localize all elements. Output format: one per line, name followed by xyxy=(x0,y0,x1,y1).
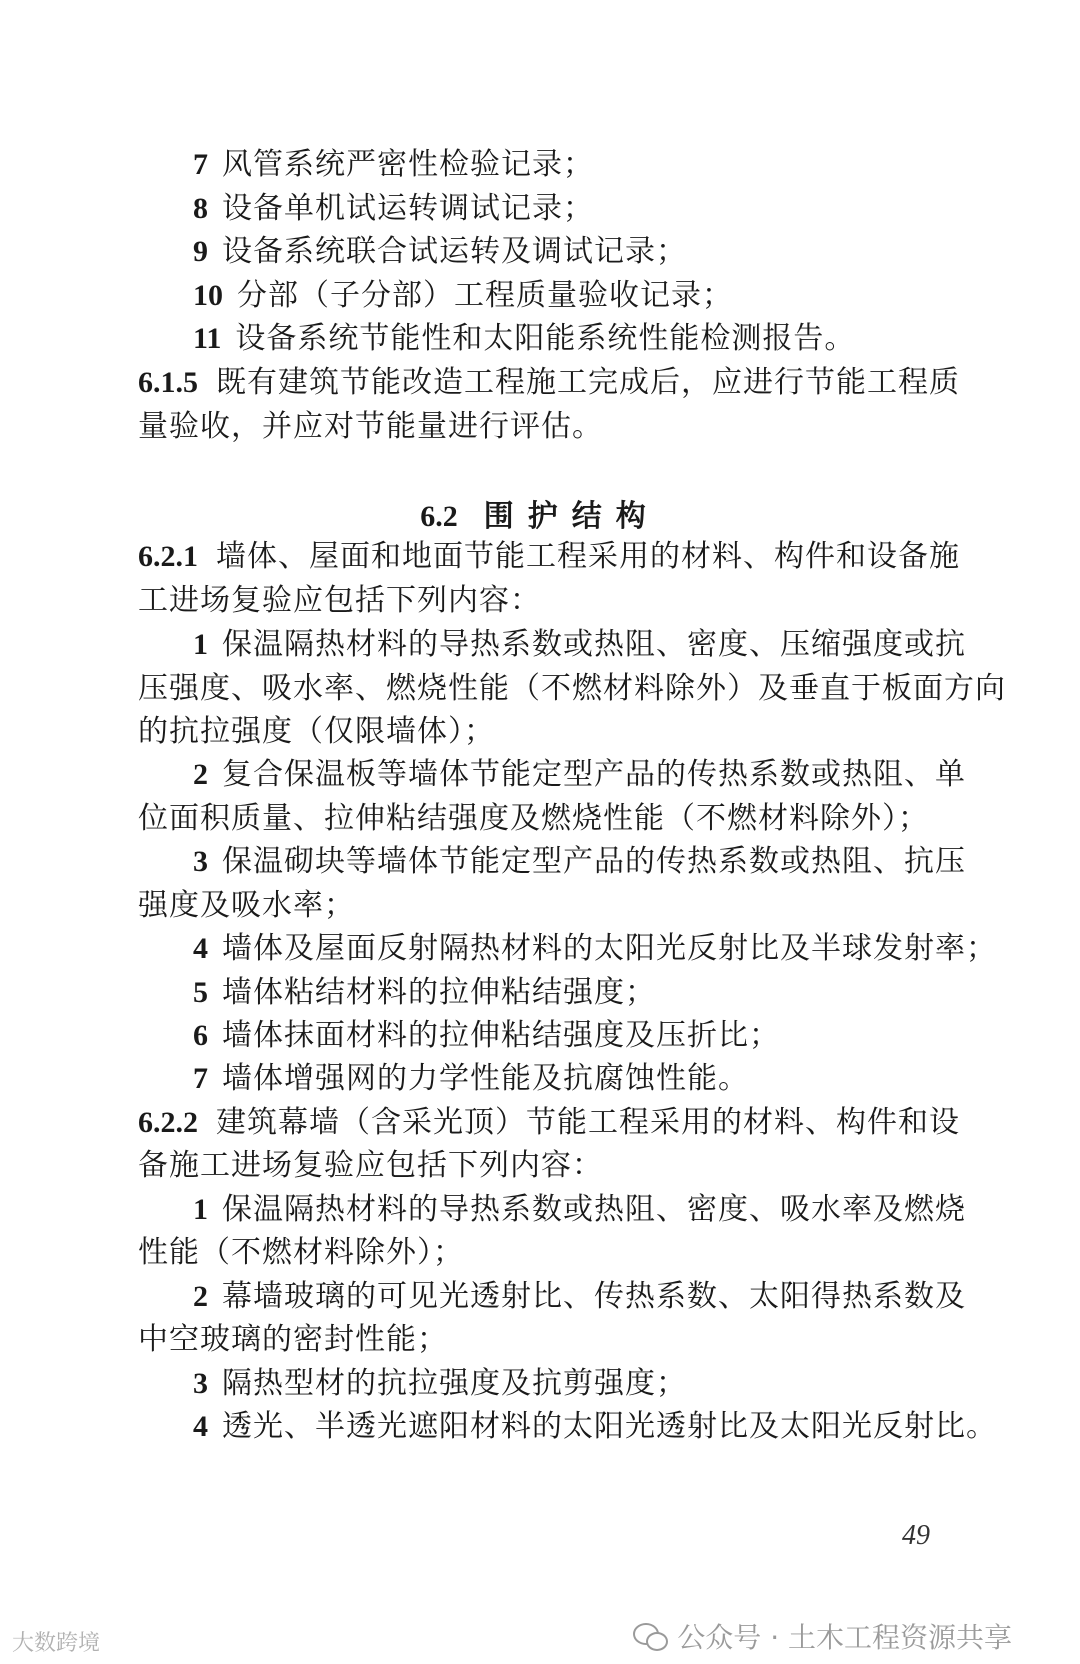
clause-text: 工进场复验应包括下列内容： xyxy=(138,583,541,618)
list-item: 4 透光、半透光遮阳材料的太阳光透射比及太阳光反射比。 xyxy=(193,1409,997,1444)
list-item: 9 设备系统联合试运转及调试记录； xyxy=(193,234,687,269)
clause-6-2-2: 6.2.2 建筑幕墙（含采光顶）节能工程采用的材料、构件和设 xyxy=(138,1105,960,1140)
list-item-continuation: 压强度、吸水率、燃烧性能（不燃材料除外）及垂直于板面方向 xyxy=(138,671,1006,706)
list-item-continuation: 位面积质量、拉伸粘结强度及燃烧性能（不燃材料除外）； xyxy=(138,801,929,836)
list-item-continuation: 性能（不燃材料除外）； xyxy=(138,1235,464,1270)
list-item: 2 幕墙玻璃的可见光透射比、传热系数、太阳得热系数及 xyxy=(193,1279,966,1314)
list-item: 10 分部（子分部）工程质量验收记录； xyxy=(193,278,733,313)
list-item-continuation: 的抗拉强度（仅限墙体）； xyxy=(138,714,495,749)
watermark-text: 公众号 · 土木工程资源共享 xyxy=(677,1621,1012,1654)
list-item: 1 保温隔热材料的导热系数或热阻、密度、压缩强度或抗 xyxy=(193,627,966,662)
clause-6-2-1: 6.2.1 墙体、屋面和地面节能工程采用的材料、构件和设备施 xyxy=(138,539,960,574)
list-item: 7 风管系统严密性检验记录； xyxy=(193,147,594,182)
list-item: 7 墙体增强网的力学性能及抗腐蚀性能。 xyxy=(193,1061,749,1096)
list-item: 6 墙体抹面材料的拉伸粘结强度及压折比； xyxy=(193,1018,780,1053)
list-item-continuation: 强度及吸水率； xyxy=(138,888,355,923)
list-item: 3 隔热型材的抗拉强度及抗剪强度； xyxy=(193,1366,687,1401)
list-item: 4 墙体及屋面反射隔热材料的太阳光反射比及半球发射率； xyxy=(193,931,997,966)
clause-6-1-5: 6.1.5 既有建筑节能改造工程施工完成后，应进行节能工程质 xyxy=(138,365,960,400)
watermark-left: 大数跨境 xyxy=(12,1631,101,1656)
wechat-icon xyxy=(633,1621,667,1651)
list-item: 1 保温隔热材料的导热系数或热阻、密度、吸水率及燃烧 xyxy=(193,1192,966,1227)
list-item-continuation: 中空玻璃的密封性能； xyxy=(138,1322,448,1357)
list-item: 2 复合保温板等墙体节能定型产品的传热系数或热阻、单 xyxy=(193,757,966,792)
section-heading: 6.2 围护结构 xyxy=(420,499,660,534)
list-item: 11 设备系统节能性和太阳能系统性能检测报告。 xyxy=(193,321,856,356)
page-number: 49 xyxy=(902,1520,930,1551)
watermark xyxy=(633,1616,1012,1656)
clause-text: 备施工进场复验应包括下列内容： xyxy=(138,1148,603,1183)
list-item: 8 设备单机试运转调试记录； xyxy=(193,191,594,226)
clause-text: 量验收，并应对节能量进行评估。 xyxy=(138,409,603,444)
list-item: 3 保温砌块等墙体节能定型产品的传热系数或热阻、抗压 xyxy=(193,844,966,879)
list-item: 5 墙体粘结材料的拉伸粘结强度； xyxy=(193,975,656,1010)
